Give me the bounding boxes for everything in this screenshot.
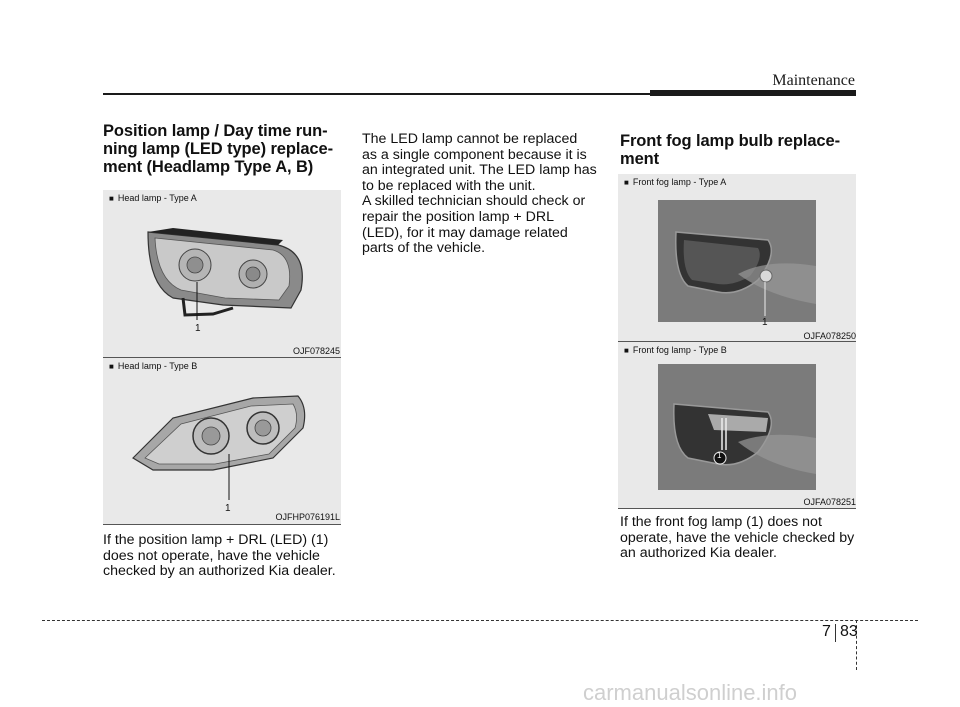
text-line: If the position lamp + DRL (LED) (1): [103, 532, 329, 548]
position-lamp-heading: [103, 122, 343, 176]
text-line: (LED), for it may damage related: [362, 224, 568, 241]
heading-line: Position lamp / Day time run-: [103, 122, 328, 140]
text-line: as a single component because it is: [362, 146, 587, 163]
page-number-separator: [835, 624, 836, 642]
heading-line: Front fog lamp bulb replace-: [620, 132, 840, 150]
text-line: The LED lamp cannot be replaced: [362, 131, 578, 147]
text-line: an authorized Kia dealer.: [620, 545, 777, 562]
fog-lamp-type-a-figure: [618, 174, 856, 341]
figure-caption: ■ Head lamp - Type B: [109, 361, 197, 371]
text-line: to be replaced with the unit.: [362, 177, 536, 194]
led-lamp-note: [362, 132, 599, 257]
figure-code: OJFHP076191L: [275, 512, 340, 522]
text-line: A skilled technician should check or: [362, 193, 586, 210]
callout-number: 1: [717, 451, 722, 460]
fog-lamp-type-a-image: [618, 174, 856, 341]
text-line: operate, have the vehicle checked by: [620, 529, 855, 546]
figure-divider: [103, 524, 341, 525]
footer-divider: [42, 620, 918, 621]
text-line: an integrated unit. The LED lamp has: [362, 162, 597, 179]
callout-number: 1: [225, 503, 231, 514]
callout-number: 1: [762, 317, 768, 328]
fog-lamp-heading: [620, 132, 860, 168]
chapter-number: 7: [822, 623, 831, 640]
section-title: Maintenance: [772, 72, 855, 89]
figure-caption: ■ Head lamp - Type A: [109, 193, 197, 203]
figure-caption: ■ Front fog lamp - Type B: [624, 345, 727, 355]
figure-caption: ■ Front fog lamp - Type A: [624, 177, 726, 187]
headlamp-type-b-image: [103, 358, 341, 524]
fog-lamp-type-b-figure: [618, 342, 856, 508]
headlamp-type-a-figure: [103, 190, 341, 357]
header-bar: [650, 90, 856, 96]
callout-number: 1: [195, 323, 201, 334]
position-lamp-instruction: [103, 533, 341, 580]
heading-line: ning lamp (LED type) replace-: [103, 140, 333, 158]
watermark: carmanualsonline.info: [583, 680, 798, 705]
figure-code: OJFA078251: [803, 497, 856, 507]
figure-code: OJFA078250: [803, 331, 856, 341]
heading-line: ment (Headlamp Type A, B): [103, 158, 314, 176]
figure-divider: [618, 508, 856, 509]
text-line: If the front fog lamp (1) does not: [620, 514, 822, 530]
page-number: 83: [840, 623, 858, 640]
figure-code: OJF078245: [292, 346, 340, 356]
text-line: does not operate, have the vehicle: [103, 547, 320, 564]
text-line: repair the position lamp + DRL: [362, 208, 555, 225]
headlamp-type-b-figure: [103, 358, 341, 524]
fog-lamp-type-b-image: [618, 342, 856, 508]
fog-lamp-instruction: [620, 515, 856, 562]
headlamp-type-a-image: [103, 190, 341, 357]
text-line: checked by an authorized Kia dealer.: [103, 563, 336, 580]
text-line: parts of the vehicle.: [362, 240, 486, 257]
heading-line: ment: [620, 150, 660, 168]
